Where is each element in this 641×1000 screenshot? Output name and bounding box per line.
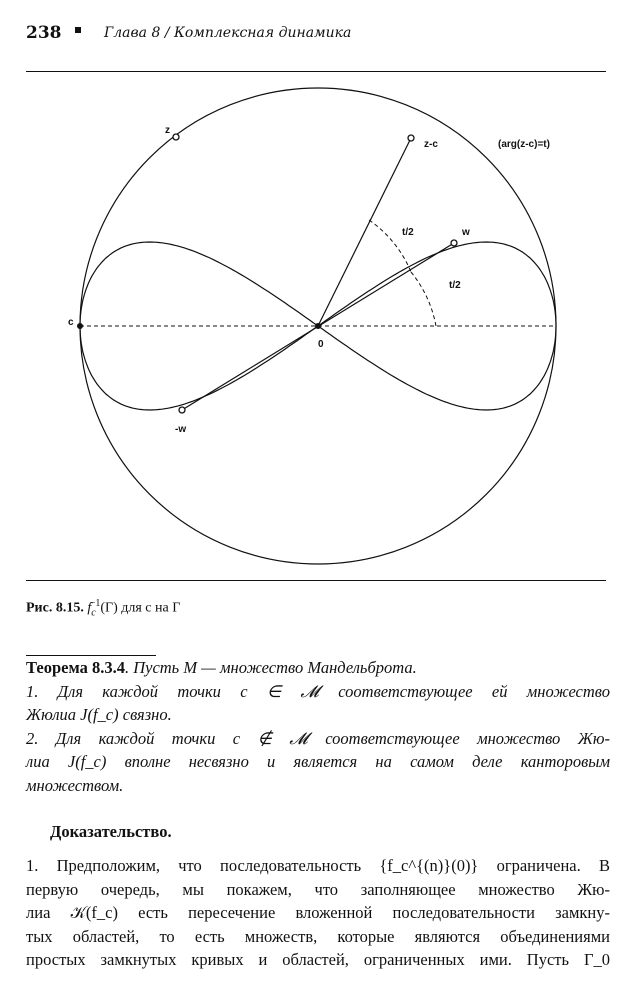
running-title: Глава 8 / Комплексная динамика	[104, 25, 352, 41]
point-zero	[315, 323, 321, 329]
page-number: 238	[26, 23, 62, 43]
theorem-line-3: 2. Для каждой точки c ∉ 𝓜 соответствующее множество Жю-	[26, 728, 610, 748]
caption-sup: −1	[89, 598, 101, 609]
proof-line-1: 1. Предположим, что последовательность {f_c^{(n)}(0)} ограничена. В	[26, 856, 610, 875]
label-t-half-1: t/2	[402, 227, 414, 238]
point-z	[173, 134, 179, 140]
point-minus-w	[179, 407, 185, 413]
proof-line-2: первую очередь, мы покажем, что заполняющее множество Жю-	[26, 879, 610, 899]
theorem-line-5: множеством.	[26, 775, 124, 795]
label-c: c	[68, 317, 74, 328]
point-w	[451, 240, 457, 246]
figure-bottom-rule	[26, 580, 606, 581]
label-minus-w: -w	[175, 424, 187, 435]
figure-caption	[26, 598, 180, 618]
proof-line-4: тых областей, то есть множеств, которые являются объединениями	[26, 926, 610, 946]
label-z-minus-c: z-c	[424, 139, 438, 150]
proof-body	[26, 854, 610, 972]
theorem-intro: . Пусть M — множество Мандельброта.	[124, 658, 417, 677]
proof-line-3: лиа 𝒦(f_c) есть пересечение вложенной последовательности замкну-	[26, 903, 610, 922]
caption-sub: c	[91, 607, 96, 619]
proof-line-5: простых замкнутых кривых и областей, ограниченных ими. Пусть Γ_0	[26, 950, 610, 969]
theorem	[26, 656, 610, 797]
caption-rest: (Γ) для c на Γ	[100, 600, 181, 616]
caption-f: f	[87, 600, 92, 616]
theorem-line-4: лиа J(f_c) вполне несвязно и является на самом деле канторовым	[26, 752, 610, 771]
angle-arc-outer	[411, 272, 436, 326]
theorem-line-1: 1. Для каждой точки c ∈ 𝓜 соответствующее ей множество	[26, 681, 610, 701]
theorem-heading: Теорема 8.3.4	[26, 658, 125, 677]
point-c	[77, 323, 83, 329]
label-z: z	[165, 125, 170, 136]
label-arg: (arg(z-c)=t)	[498, 139, 550, 150]
caption-prefix: Рис. 8.15.	[26, 600, 84, 616]
proof-title: Доказательство.	[50, 822, 172, 841]
label-t-half-2: t/2	[449, 280, 461, 291]
theorem-line-2: Жюлиа J(f_c) связно.	[26, 705, 172, 724]
label-w: w	[462, 227, 470, 238]
point-z-minus-c	[408, 135, 414, 141]
label-zero: 0	[318, 339, 324, 350]
